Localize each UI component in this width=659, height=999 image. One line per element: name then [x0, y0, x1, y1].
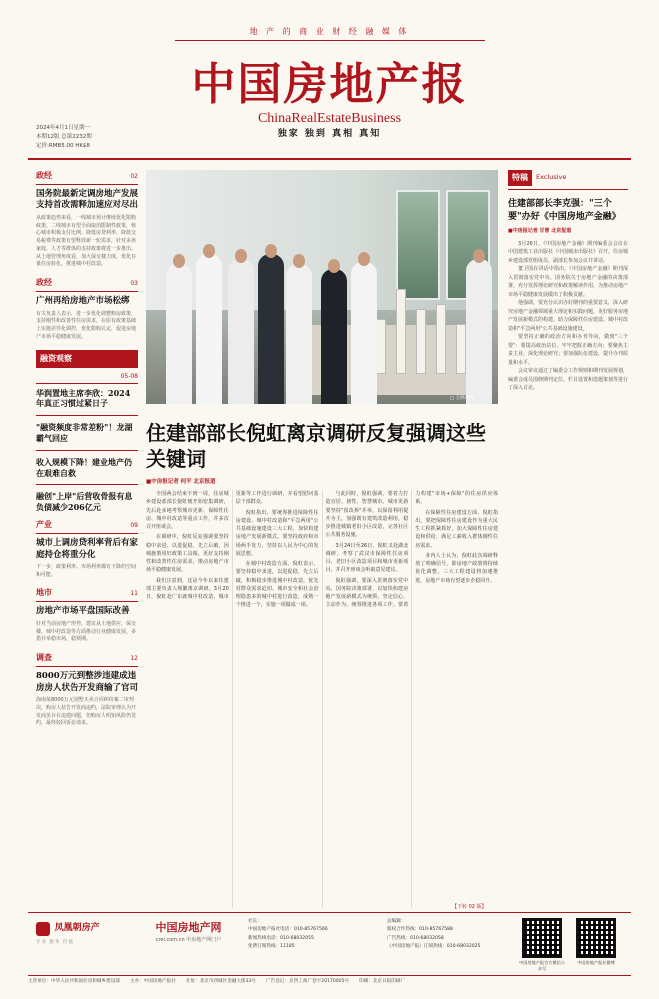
- story-headline[interactable]: 8000万元到整涉违建成违房房人状告开发商输了官司: [36, 671, 139, 693]
- partner-logo-name: 凤凰朝房产: [54, 923, 100, 934]
- story-headline[interactable]: 收入规模下降！建业地产仍在艰难自救: [36, 456, 132, 478]
- publisher-line: 社址：北京市西城区金融大街33号: [185, 979, 257, 984]
- lead-byline: ■中房报记者 何平 北京报道: [146, 479, 216, 485]
- masthead-divider: [28, 158, 631, 160]
- feature-byline: ■中房报记者 甘曾 北京报道: [508, 228, 572, 235]
- model-building: [436, 304, 446, 374]
- section-name: 调查: [36, 653, 52, 663]
- feature-header: [508, 170, 628, 190]
- section-header: [36, 519, 138, 534]
- contact-line: 《中国房地产报》订阅热线：010-68032025: [387, 943, 481, 949]
- article-paragraph: 3月24日至26日，倪虹又赴湖北调研，考察了武汉市保障性住房项目、老旧小区改造项目和城市更新项目，并召开座谈会听取意见建议。: [325, 542, 409, 574]
- section-header: [36, 170, 138, 185]
- feature-paragraph: 3月26日，《中国房地产金融》期刊编委会会议在中国建筑工业出版社《中国城市出版社》召开。住房城乡建设部党组成员、副部长参加会议并讲话。: [508, 240, 628, 264]
- edition-price: 定价:RMB5.00 HK$8: [36, 142, 90, 149]
- model-building: [376, 319, 386, 374]
- qr-label: 中国房地产报官方微信公众号: [518, 960, 566, 972]
- section-name: 地市: [36, 588, 52, 598]
- publisher-info-bar: [28, 975, 631, 986]
- feature-paragraph: 要坚持正确的政治方向和办刊导向，做到"三个要"：要提高政治站位，牢牢把握正确方向；要聚焦主责主业，深化理论研究；要加强队伍建设，提升办刊质量和水平。: [508, 334, 628, 366]
- story-summary: 有关负责人表示，进一步优化调整购房政策，支持刚性和改善性住房需求，在原有政策基础上实施差异化调控，优化限购认定，促进房地产市场平稳健康发展。: [36, 310, 137, 340]
- footer: [36, 918, 628, 972]
- wechat-qr-code-icon[interactable]: [522, 918, 562, 958]
- website-logo[interactable]: [136, 920, 241, 944]
- story-headline[interactable]: 融创"上岸"后营收骨报有息负债减少206亿元: [36, 491, 133, 513]
- newspaper-motto: 独家 独到 真相 真知: [277, 129, 382, 139]
- feature-paragraph: 董卫国在讲话中指出，《中国房地产金融》期刊深入贯彻落实党中央、国务院关于房地产金融的决策部署，充分发挥理论研究和政策解读作用，为推动房地产市场平稳健康发展做出了积极贡献。: [508, 266, 628, 298]
- feature-tag-en: Exclusive: [536, 173, 567, 182]
- section-name: 政经: [36, 278, 52, 288]
- story-headline[interactable]: 国务院最新定调房地产发展支持首改需释加速应对尽出: [36, 189, 139, 211]
- publisher-line: 主办：中国房地产报社: [129, 979, 176, 984]
- window-shape: [396, 190, 440, 300]
- article-paragraph: 倪虹指出，要统筹推进保障性住房建设、城中村改造和"平急两用"公共基础设施建设三大工程，加快构建房地产发展新模式。要坚持政府和市场两手发力，坚持以人民为中心的发展思想。: [235, 509, 319, 557]
- story-headline[interactable]: 城市上调房贷利率背后有家庭持仓将重分化: [36, 538, 139, 560]
- section-name: 产业: [36, 520, 52, 530]
- section-page: 02: [130, 173, 138, 180]
- edition-info: [36, 124, 92, 150]
- feature-body: [508, 240, 628, 820]
- phoenix-logo-icon: [36, 922, 50, 936]
- article-paragraph: 在城中村改造方面，倪虹表示，要坚持稳中求进，以进促稳，先立后破，积极稳步推进城中村改造，优先对群众需求迫切、城市安全和社会治理隐患多的城中村进行改造，成熟一个推进一个，实施一项做成一项。: [235, 561, 319, 609]
- article-paragraph: 与此同时，倪虹强调，要着力打造宜居、韧性、智慧城市。城市更新要坚持"留改拆"并举，以保留利用提升为主，加强既有建筑改造利用，稳步推进城镇老旧小区改造，完善社区公共服务设施。: [325, 491, 409, 539]
- newspaper-title: 中国房地产报: [191, 59, 468, 110]
- left-news-column: [36, 170, 138, 736]
- section-name: 政经: [36, 171, 52, 180]
- contact-info: [248, 918, 518, 951]
- section-header: [36, 372, 138, 384]
- financing-banner[interactable]: [36, 350, 138, 368]
- person-figure: [228, 259, 254, 404]
- story-headline[interactable]: "融资频度非常差粉"！龙湖霸气回应: [36, 422, 133, 444]
- story-summary: 从政策趋势来看，一线城市预计继续优化限购政策，二线城市有望全面取消限制性政策，核心城市积极支付比例、降低房贷利率、降低交易税费等政策有望释放新一轮需求，针对多孩家庭、人才等群体的支持政策将进一步推出。从土地管理角度看，加大保交楼力度，优化存量住房转化，推进城中村改造。: [36, 214, 137, 268]
- contact-line: 社长：: [248, 919, 262, 924]
- person-figure: [258, 254, 284, 404]
- banner-label: 融资观察: [40, 353, 72, 363]
- person-figure: [466, 259, 492, 404]
- section-page: 09: [130, 522, 138, 530]
- contact-line: 免费订阅热线：11185: [248, 943, 295, 949]
- lead-story-photo[interactable]: [146, 170, 498, 404]
- story-divider: [36, 450, 138, 451]
- right-feature-column: [508, 170, 628, 820]
- model-building: [416, 309, 426, 374]
- masthead-slogan: 地 产 的 商 业 财 经 融 媒 体: [249, 27, 410, 36]
- partner-logo[interactable]: [36, 922, 126, 947]
- publisher-line: 印刷：北京日报印刷厂: [359, 979, 406, 984]
- photo-credit: □ 王婷/摄影: [450, 396, 476, 401]
- edition-number: 本期12版 总第2232期: [36, 133, 92, 140]
- qr-label: 中国房地产报社微博: [577, 960, 615, 965]
- contact-line: 广告热线：010-68032058: [387, 935, 444, 941]
- article-paragraph: 我们注意到，这是今年以来住建部主要负责人频繁离京调研。3月20日，倪虹赴广东就城中村改造、城市更新等工作进行调研，并看望慰问基层干部群众。: [146, 491, 319, 600]
- lead-headline[interactable]: 住建部部长倪虹离京调研反复强调这些关键词: [146, 421, 486, 471]
- person-figure: [351, 262, 377, 404]
- story-headline[interactable]: 广州再给房地产市场松绑: [36, 296, 130, 307]
- story-summary: 下一步，政策利率、市场利率都有下降的空间和可能。: [36, 563, 137, 578]
- article-paragraph: 全国两会结束不到一周，住房城乡建设部部长倪虹便开始密集调研，先后赴多地考察城市更新、保障性住房、城中村改造等重点工作，并多次召开座谈会。: [146, 491, 229, 530]
- article-paragraph: 业内人士认为，倪虹此次调研释放了明确信号，即房地产政策将持续优化调整，三大工程建设将加速推进，房地产市场有望逐步企稳回升。: [415, 552, 498, 584]
- model-building: [396, 289, 406, 374]
- model-building: [456, 324, 466, 374]
- person-figure: [286, 264, 312, 404]
- story-summary: 海南某8000万元别墅买卖合同纠纷案二审判决，购房人状告开发商违约，法院审理认为开发商虽存在违建问题，但购房人明知风险仍签约，最终驳回诉讼请求。: [36, 697, 137, 727]
- person-figure: [166, 264, 192, 404]
- section-page: 11: [130, 590, 138, 598]
- contact-line: 中国房地产报社电话：010-85767566: [248, 927, 328, 933]
- feature-paragraph: 他强调，要充分认识办好期刊的重要意义，深入研究房地产金融领域重大理论和实践问题，更好服务房地产发展新模式的构建，助力保障性住房建设、城中村改造和"平急两用"公共基础设施建设。: [508, 300, 628, 332]
- section-page: 12: [130, 655, 138, 663]
- story-headline[interactable]: 房地产市场平盘国际改善: [36, 606, 130, 617]
- contact-line: 新闻热线电话：010-68032055: [248, 935, 314, 941]
- person-figure: [321, 269, 347, 404]
- publisher-line: 广告登记：京西工商广登字20170005号: [266, 979, 350, 984]
- edition-date: 2024年4月1日星期一: [36, 125, 90, 131]
- section-page: 05-08: [120, 372, 138, 380]
- contact-line: 总编辑：: [387, 919, 406, 924]
- story-headline[interactable]: 华润置地主席李欣：2024年真正习惯过紧日子: [36, 387, 131, 409]
- story-summary: 针对当前房地产形势，建议从土地供应、保交楼、城中村改造等方面推动行业健康发展，多措并举稳市场、稳预期。: [36, 620, 137, 643]
- website-logo-name: 中国房地产网: [155, 921, 222, 934]
- feature-headline[interactable]: 住建部部长李克强："三个要"办好《中国房地产金融》: [508, 199, 621, 222]
- footer-divider: [28, 912, 631, 913]
- section-header: [36, 277, 138, 292]
- publisher-line: 主管单位：中华人民共和国住房和城乡建设部: [28, 979, 120, 984]
- person-figure: [196, 254, 222, 404]
- section-page: 03: [130, 280, 138, 288]
- lead-article-body: [146, 490, 498, 908]
- article-paragraph: 倪虹强调，要深入贯彻落实党中央、国务院决策部署，以加快构建房地产发展新模式为统领，坚定信心，主动作为，统筹推进各项工作。要着力构建"市场+保障"的住房供应体系。: [325, 491, 498, 609]
- newspaper-title-en: ChinaRealEstateBusiness: [257, 111, 402, 126]
- section-header: [36, 587, 138, 602]
- contact-line: 版权合作热线：010-85767588: [387, 927, 453, 933]
- section-header: [36, 652, 138, 667]
- website-url[interactable]: crei.com.cn 中房地产网门户: [155, 936, 222, 943]
- article-paragraph: 在保障性住房建设方面，倪虹指出，要把保障性住房建设作为重大民生工程抓紧抓好，加大保障性住房建设和供给，满足工薪收入群体刚性住房需求。: [415, 509, 498, 549]
- partner-logo-tagline: 专业 服务 价值: [36, 940, 74, 945]
- continue-link[interactable]: 【下转 02 版】: [452, 904, 487, 910]
- story-divider: [36, 484, 138, 485]
- feature-tag: 特稿: [508, 170, 532, 186]
- masthead-top-rule: [175, 40, 485, 41]
- feature-paragraph: 会议审议通过了编委会工作规则和期刊发展规划，编委会成员围绕期刊定位、栏目设置和选题策划等进行了深入讨论。: [508, 368, 628, 392]
- story-divider: [36, 415, 138, 416]
- article-paragraph: 在调研中，倪虹反复强调要坚持稳中求进、以进促稳、先立后破，因城施策用好政策工具箱，更好支持刚性和改善性住房需求，推动房地产市场平稳健康发展。: [146, 534, 229, 574]
- weibo-qr-code-icon[interactable]: [576, 918, 616, 958]
